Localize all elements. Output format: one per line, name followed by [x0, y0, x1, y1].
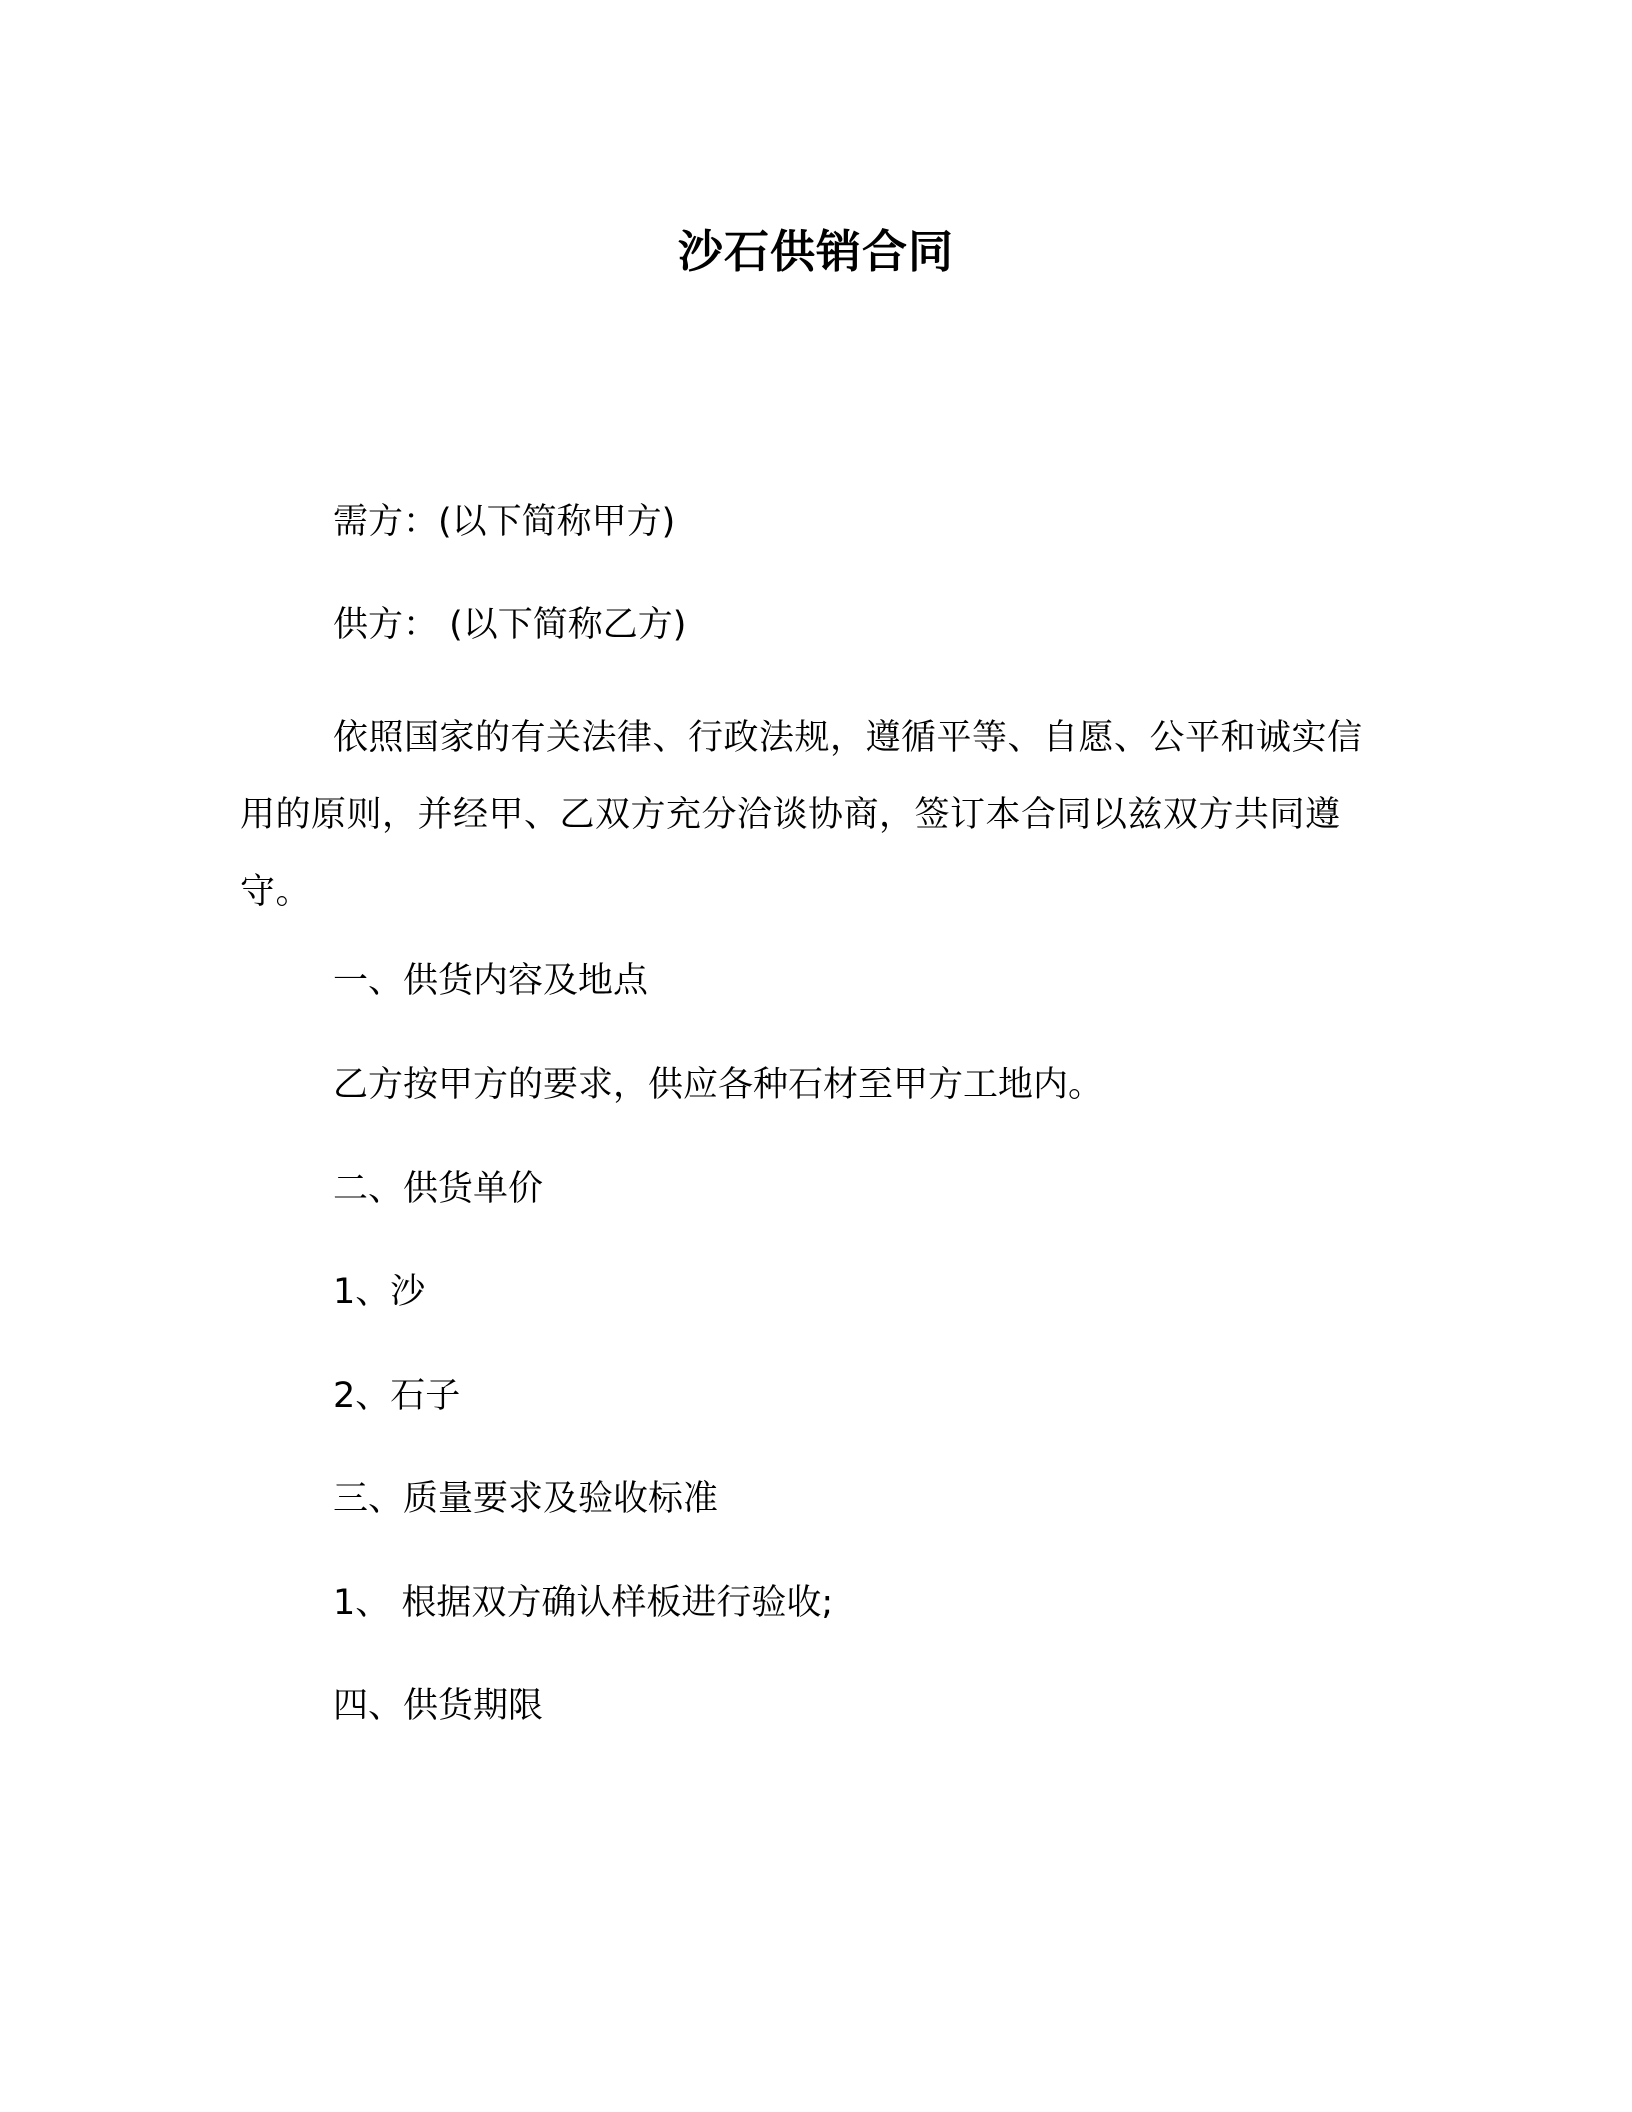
section2-heading: 二、供货单价	[333, 1169, 544, 1209]
section3-item1: 1、 根据双方确认样板进行验收;	[333, 1583, 834, 1623]
buyer-line: 需方：(以下简称甲方)	[333, 502, 676, 542]
supplier-line: 供方： (以下简称乙方)	[333, 605, 687, 645]
section3-heading: 三、质量要求及验收标准	[333, 1479, 719, 1519]
intro-paragraph: 依照国家的有关法律、行政法规，遵循平等、自愿、公平和诚实信用的原则，并经甲、乙双方充分洽谈协商，签订本合同以兹双方共同遵守。	[240, 718, 1363, 912]
section4-heading: 四、供货期限	[333, 1686, 544, 1726]
contract-title: 沙石供销合同	[677, 225, 954, 278]
section1-heading: 一、供货内容及地点	[333, 961, 649, 1001]
section2-item-stone: 2、石子	[333, 1376, 461, 1416]
section1-text: 乙方按甲方的要求，供应各种石材至甲方工地内。	[333, 1065, 1104, 1105]
section2-item-sand: 1、沙	[333, 1272, 426, 1312]
